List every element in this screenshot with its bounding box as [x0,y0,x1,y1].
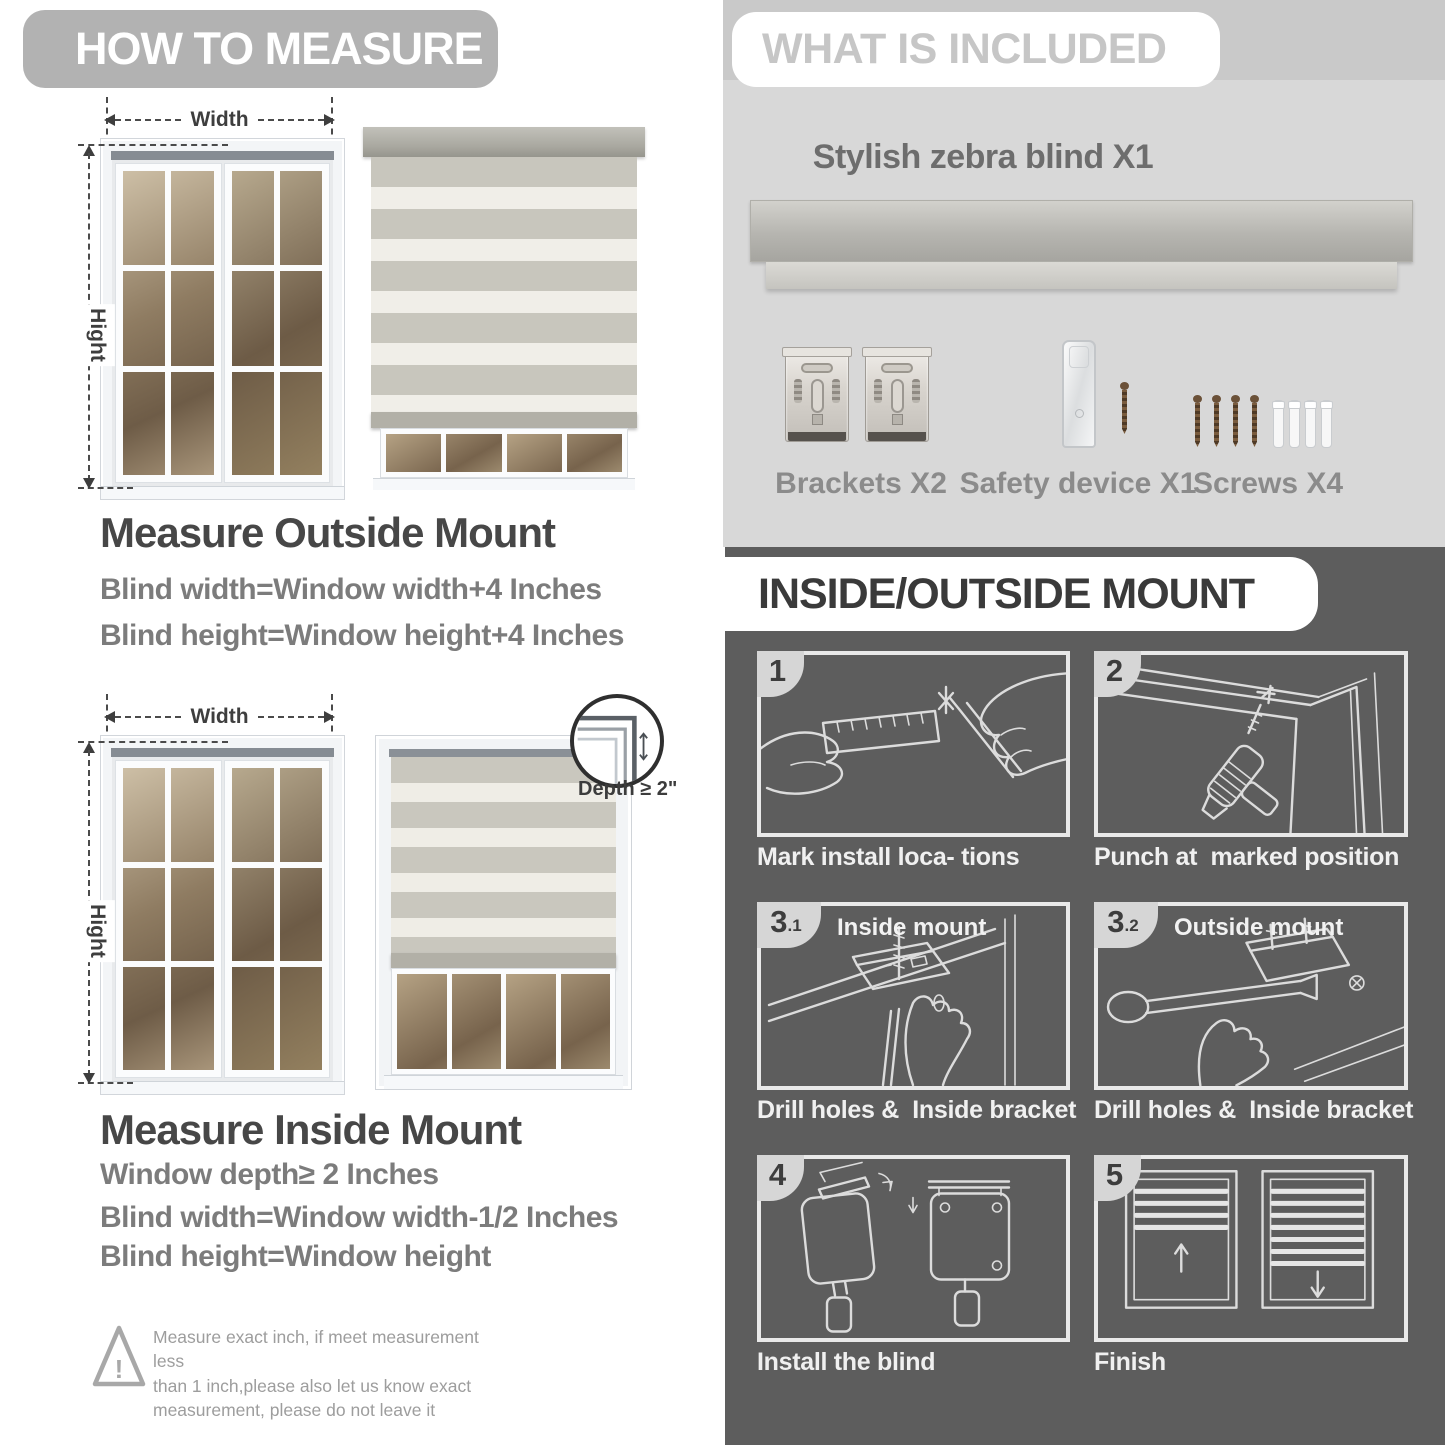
height-arrow-inside [80,742,109,1084]
step-5-caption: Finish [1094,1348,1166,1376]
step-3-2-badge: 3 .2 [1094,902,1158,948]
inside-outside-mount-header [725,557,1318,631]
step-4-badge: 4 [757,1155,804,1201]
screw-icon [1231,395,1240,447]
window-pane-left [116,164,221,482]
step-2-illustration [1098,655,1404,833]
step-3-1-badge: 3 .1 [757,902,821,948]
step-1-illustration [761,655,1066,833]
width-label: Width [190,108,249,131]
step-3-2-tile [1094,902,1408,1090]
width-arrow-outside [104,107,335,133]
frame-corner-detail-icon [574,698,660,784]
window-illustration-outside [100,138,345,500]
safety-device-label: Safety device X1 [959,467,1197,500]
window-pane-right [225,761,330,1077]
depth-detail-magnifier [570,694,664,788]
outside-mount-heading: Measure Outside Mount [100,509,556,556]
mount-steps-section [725,547,1445,1445]
arrowhead-left-icon [104,114,115,126]
zebra-blind-headrail-lip [766,262,1397,289]
how-to-measure-title: HOW TO MEASURE [75,23,483,74]
warning-line: than 1 inch,please also let us know exact [153,1375,472,1396]
wall-anchor-icon [1289,400,1300,448]
step-3-1-title: Inside mount [837,914,987,941]
warning-triangle-icon [90,1322,148,1392]
height-tick-top-2 [78,741,228,743]
zebra-blind-headrail [750,200,1413,262]
width-label: Width [190,705,249,728]
step-4-caption: Install the blind [757,1348,936,1376]
height-label: Hight [79,900,115,962]
screw-icon [1193,395,1202,447]
step-5-badge: 5 [1094,1155,1141,1201]
step-1-tile [757,651,1070,837]
width-arrow-inside [104,704,335,730]
arrowhead-down-icon [83,1073,95,1084]
step-3-1-caption: Drill holes & Inside bracket [757,1096,1077,1124]
inside-mount-heading: Measure Inside Mount [100,1106,522,1153]
step-3-2-caption: Drill holes & Inside bracket [1094,1096,1414,1124]
blind-illustration-outside [363,127,645,490]
what-is-included-section [723,0,1445,547]
bracket-icon [785,350,849,442]
inside-depth-rule: Window depth≥ 2 Inches [100,1158,439,1191]
height-label: Hight [79,304,115,366]
step-4-tile [757,1155,1070,1342]
step-4-illustration [761,1159,1066,1338]
step-3-2-title: Outside mount [1174,914,1344,941]
outside-height-formula: Blind height=Window height+4 Inches [100,619,624,652]
step-2-caption: Punch at marked position [1094,843,1400,871]
arrowhead-right-icon [324,711,335,723]
inside-width-formula: Blind width=Window width-1/2 Inches [100,1201,619,1234]
safety-device-icon [1062,340,1096,448]
wall-anchor-icon [1273,400,1284,448]
step-5-tile [1094,1155,1408,1342]
wall-anchor-icon [1305,400,1316,448]
step-3-1-tile [757,902,1070,1090]
arrowhead-down-icon [83,478,95,489]
warning-line: Measure exact inch, if meet measurement less [153,1327,479,1372]
height-arrow-outside [80,145,109,489]
outside-width-formula: Blind width=Window width+4 Inches [100,573,602,606]
warning-note [153,1325,513,1422]
window-illustration-inside [100,735,345,1095]
step-2-tile [1094,651,1408,837]
how-to-measure-header [23,10,498,88]
brackets-label: Brackets X2 [775,467,947,500]
inside-height-formula: Blind height=Window height [100,1240,491,1273]
depth-label: Depth ≥ 2" [578,778,678,800]
arrowhead-left-icon [104,711,115,723]
screw-icon [1250,395,1259,447]
product-label: Stylish zebra blind X1 [812,138,1154,176]
arrowhead-right-icon [324,114,335,126]
window-pane-left [116,761,221,1077]
height-tick-top [78,144,228,146]
screw-icon [1120,382,1129,434]
step-2-badge: 2 [1094,651,1141,697]
step-5-illustration [1098,1159,1404,1338]
window-pane-right [225,164,330,482]
wall-anchor-icon [1321,400,1332,448]
screw-icon [1212,395,1221,447]
inside-outside-mount-title: INSIDE/OUTSIDE MOUNT [758,569,1255,618]
step-1-badge: 1 [757,651,804,697]
warning-line: measurement, please do not leave it [153,1399,436,1420]
screws-label: Screws X4 [1192,467,1344,500]
step-1-caption: Mark install loca- tions [757,843,1020,871]
svg-text:!: ! [114,1354,124,1384]
bracket-icon [865,350,929,442]
what-is-included-header [732,12,1220,87]
what-is-included-title: WHAT IS INCLUDED [762,25,1167,73]
